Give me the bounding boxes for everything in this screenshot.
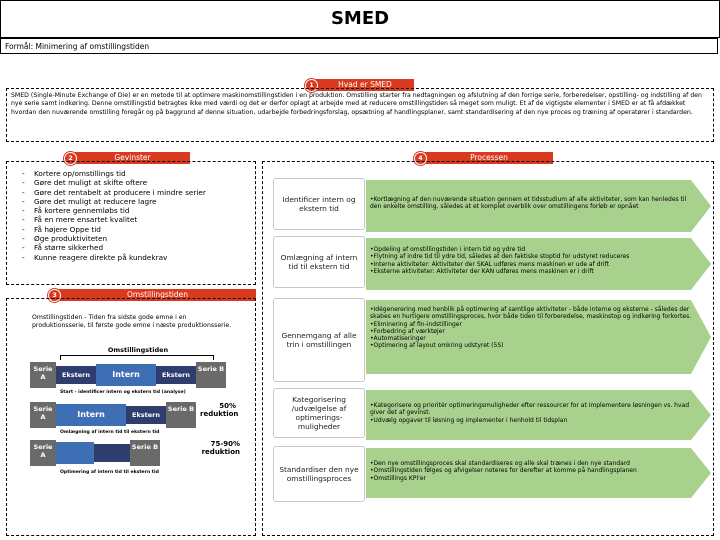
section-2-header: Gevinster [75, 152, 190, 164]
series-b-label: Serie B [196, 362, 226, 388]
arrow1-text: Start - identificer intern og ekstern tid (analyse) [60, 390, 186, 395]
step-3-text: •Idégenerering med henblik på optimering af samtlige aktiviteter - både interne og eksterne - således der skabes en hurtigere omstillingsproces, hvor både tiden til forberedelse, maskinstop og indkøring forkortes. •Eliminering af fin-indstillinger •Forbedring af værktøjer •Automatiseringer •Optimering af layout omkring udstyret (5S) [370, 306, 692, 350]
section-1-text: SMED (Single-Minute Exchange of Die) er en metode til at optimere maskinomstillingstiden i en produktion. Omstilling starter fra nedtagningen og afslutning af den forrige serie, forberedelser, opstilling- og indstilling af den nye serie samt indkøring. Denne omstillingstid betragtes ikke med værdi og det er derfor oplagt at arbejde med at reducere omstillingstiden så meget som muligt. Et af de vigtigste elementer i SMED er at få afdækket hvordan den nuværende omstilling foregår og på baggrund af denne situation, udarbejde forbedringsforslag, opsætning af handlingsplaner, samt standardisering af den nye proces og træning af operatører i standarden. [11, 92, 702, 116]
section-4-number: 4 [414, 152, 427, 165]
arrow2-text: Omlægning af intern tid til ekstern tid [60, 430, 160, 435]
phase-4: Kategorisering /udvælgelse af optimerings-muligheder [273, 388, 365, 438]
step-1-text: •Kortlægning af den nuværende situation gennem et tidsstudium af alle aktiviteter, som kan henledes til den enkelte omstilling, således at et komplet overblik over omstillingens forløb er opnået [370, 196, 687, 211]
pct1: 50% reduktion [200, 402, 239, 418]
section-1-number: 1 [305, 79, 318, 92]
ekstern-label: Ekstern [162, 371, 190, 379]
gain-item: - Få højere Oppe tid [34, 225, 206, 234]
gain-item: - Få kortere gennemløbs tid [34, 206, 206, 215]
section-1-header: Hvad er SMED [316, 79, 414, 91]
diagram-top-label: Omstillingstiden [107, 346, 169, 354]
series-a-label: Serie A [30, 402, 56, 428]
gain-item: - Gøre det rentabelt at producere i mindre serier [34, 188, 206, 197]
gain-item: - Kunne reagere direkte på kundekrav [34, 253, 206, 262]
setup-definition: Omstillingstiden - Tiden fra sidste gode emne i en produktionsserie, til første gode emne i næste produktionsserie. [32, 314, 232, 329]
intern-label: Intern [77, 410, 105, 419]
phase-1: Identificer intern og ekstern tid [273, 178, 365, 230]
step-4-text: •Kategorisere og prioritér optimeringsmuligheder efter ressourcer for at implementere løsningen vs. hvad giver det af gevinst. •Udvælg opgaver til løsning og implementer i henhold til tidsplan [370, 402, 690, 424]
step-5-text: •Den nye omstillingsproces skal standardiseres og alle skal trænes i den nye standard •Omstillingstiden følges og afvigelser noteres for derefter at komme på handlingsplanen •Omstillings KPI'er [370, 460, 637, 482]
gain-item: - Få større sikkerhed [34, 243, 206, 252]
gain-item: - Øge produktiviteten [34, 234, 206, 243]
page-title: SMED [0, 0, 720, 38]
arrow3-text: Optimering af intern tid til ekstern tid [60, 470, 159, 475]
series-b-label: Serie B [166, 402, 196, 428]
step-2-text: •Opdeling af omstillingstiden i intern tid og ydre tid •Flytning af indre tid til ydre tid, således at den faktiske stoptid for udstyret reduceres •Interne aktiviteter: Aktiviteter der SKAL udføres mens maskinen er ude af drift •Eksterne aktiviteter: Aktiviteter der KAN udføres mens maskinen er i drift [370, 246, 630, 275]
purpose-line: Formål: Minimering af omstillingstiden [0, 38, 718, 54]
ekstern-label: Ekstern [62, 371, 90, 379]
ekstern-label: Ekstern [132, 411, 160, 419]
gain-item: - Gøre det muligt at skifte oftere [34, 178, 206, 187]
phase-3: Gennemgang af alle trin i omstillingen [273, 298, 365, 382]
series-a-label: Serie A [30, 362, 56, 388]
gain-item: - Gøre det muligt at reducere lagre [34, 197, 206, 206]
pct2: 75-90% reduktion [201, 440, 240, 456]
section-3-number: 3 [48, 289, 61, 302]
gain-item: - Kortere op/omstillings tid [34, 169, 206, 178]
section-3-header: Omstillingstiden [59, 289, 256, 301]
intern-label: Intern [112, 370, 140, 379]
series-b-label: Serie B [130, 440, 160, 466]
phase-5: Standardiser den nye omstillingsproces [273, 446, 365, 502]
gain-item: - Få en mere ensartet kvalitet [34, 215, 206, 224]
phase-2: Omlægning af intern tid til ekstern tid [273, 236, 365, 288]
section-4-header: Processen [425, 152, 553, 164]
section-2-number: 2 [64, 152, 77, 165]
series-a-label: Serie A [30, 440, 56, 466]
